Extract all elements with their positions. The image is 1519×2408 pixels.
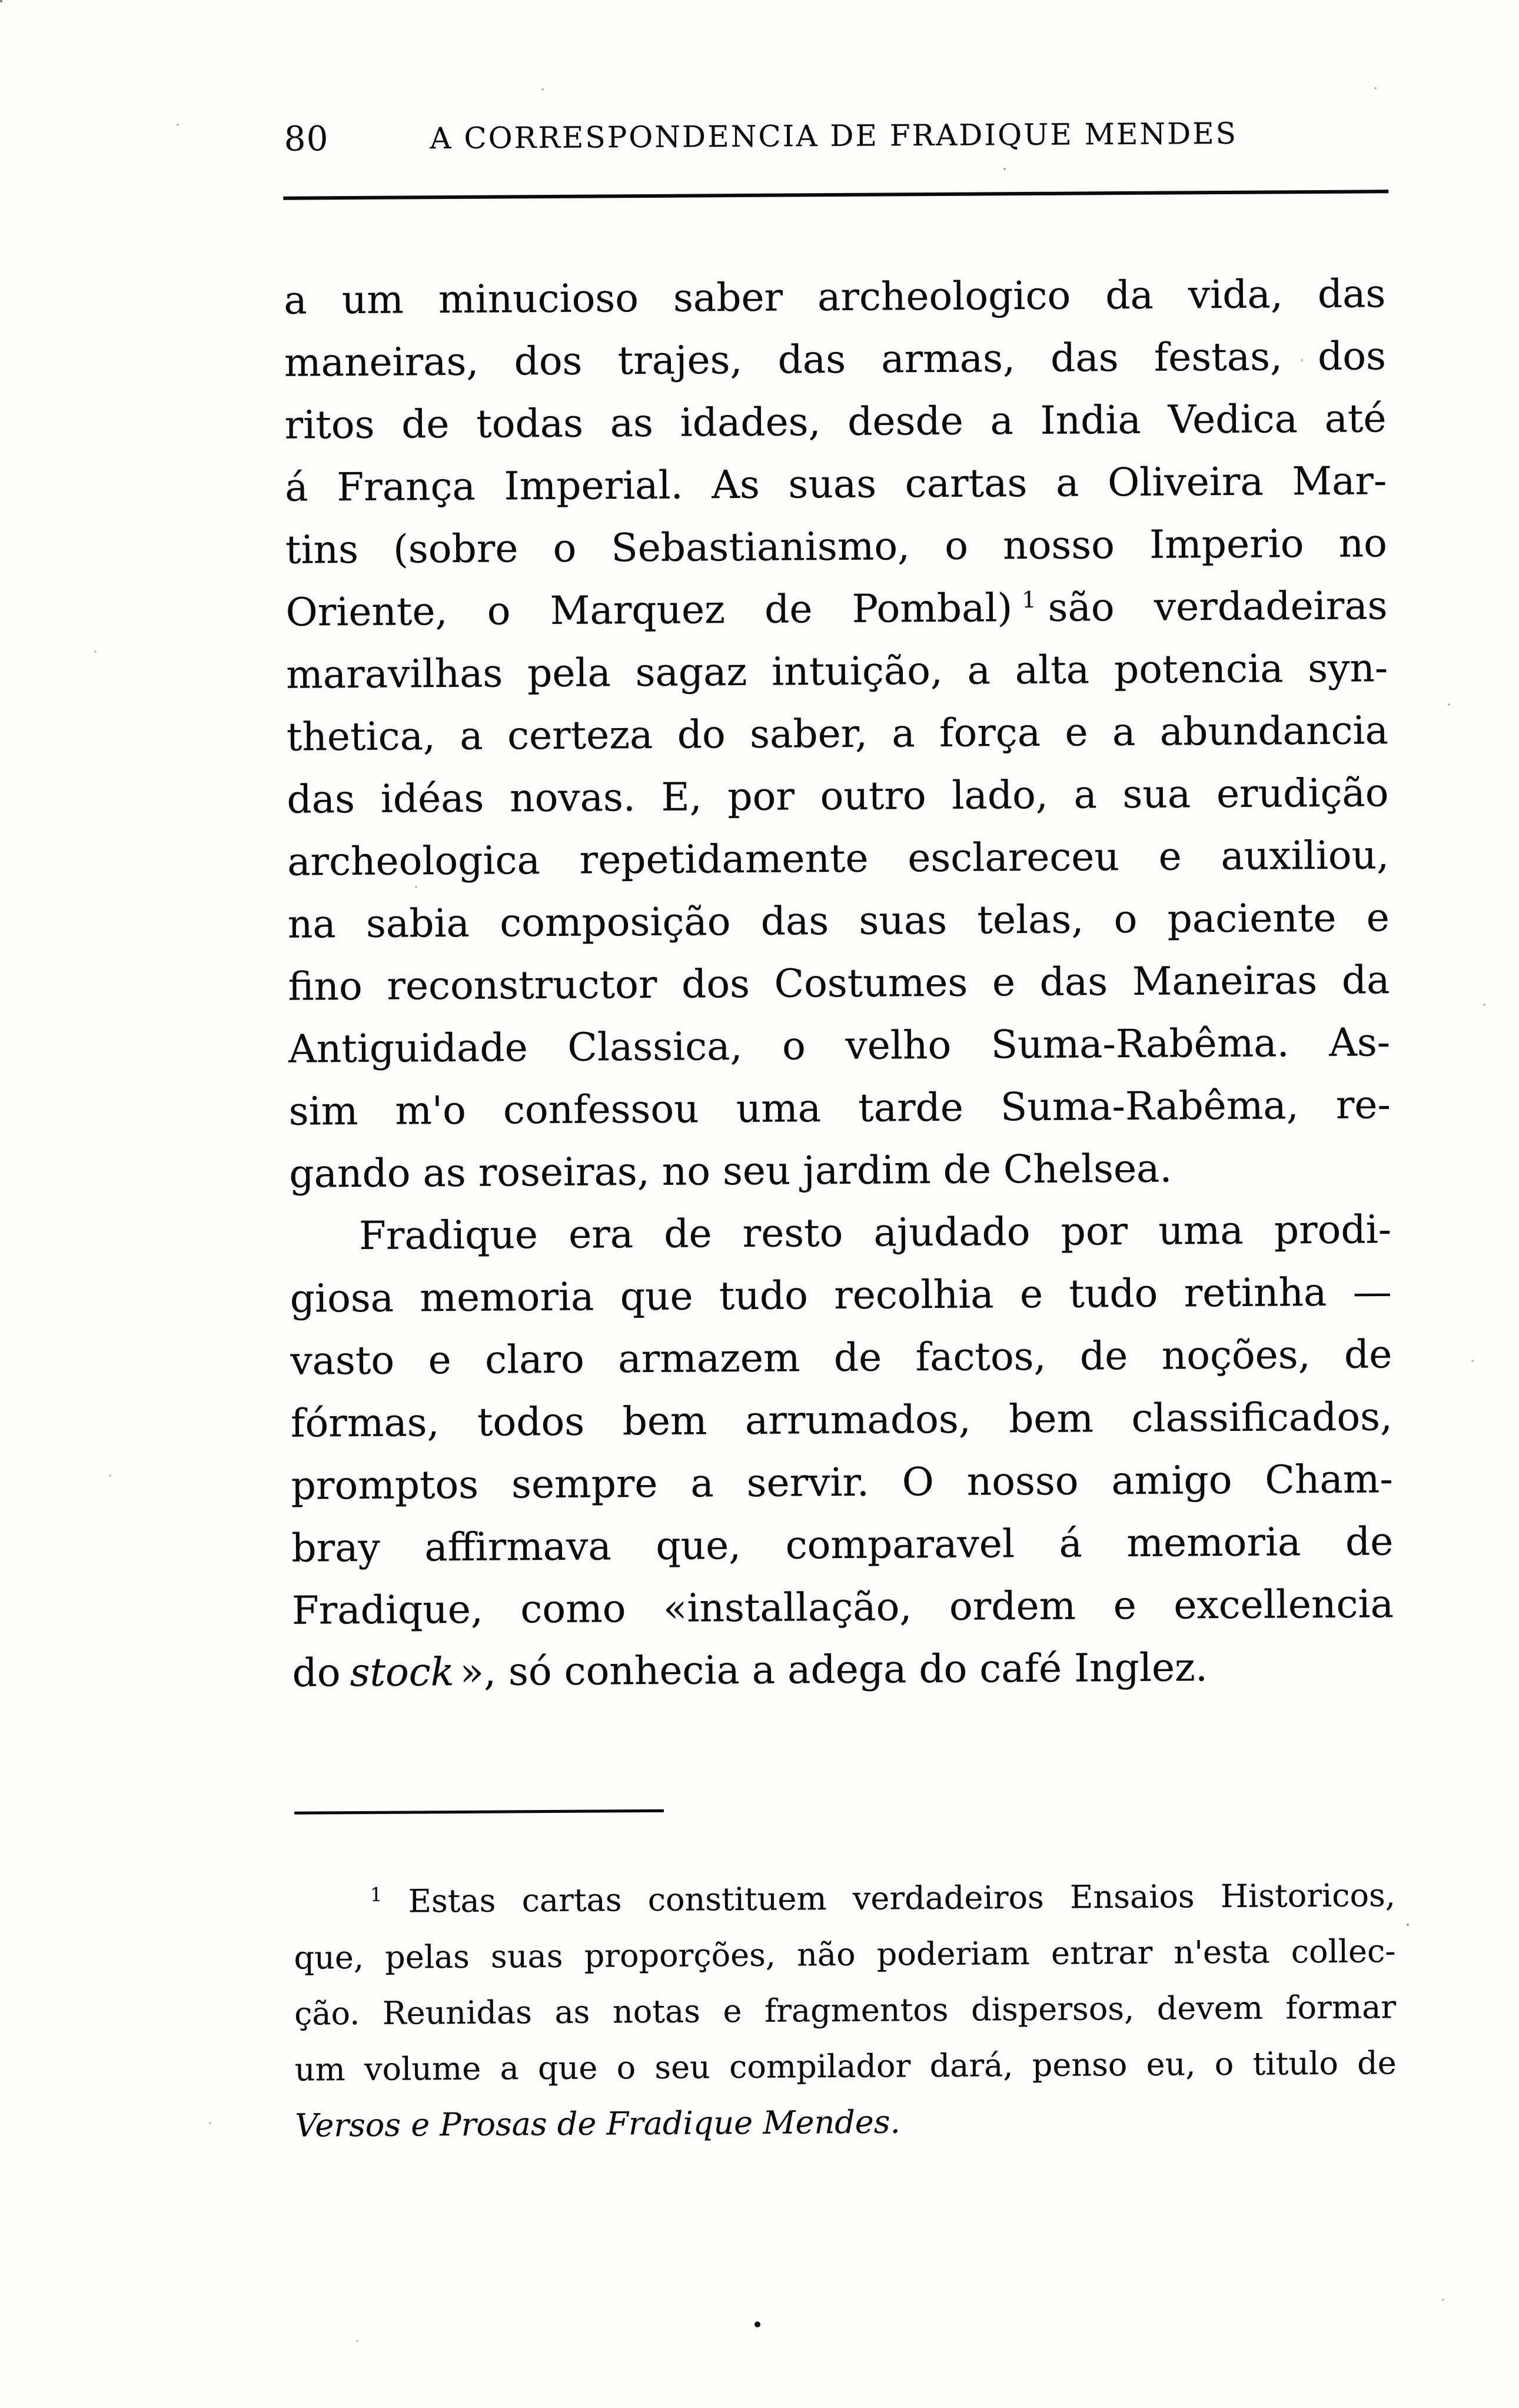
body-line: a um minucioso saber archeologico da vida, das xyxy=(284,271,1386,323)
body-line: á França Imperial. As suas cartas a Oliveira Mar- xyxy=(285,458,1387,510)
body-line: bray affirmava que, comparavel á memoria de xyxy=(291,1519,1394,1571)
body-line: Fradique, como «installação, ordem e excellencia xyxy=(291,1581,1394,1633)
footnote-marker: 1 xyxy=(370,1883,383,1906)
page-content xyxy=(282,0,1398,2408)
body-line: fórmas, todos bem arrumados, bem classificados, xyxy=(290,1394,1393,1446)
page-header xyxy=(282,107,1384,161)
body-line: gando as roseiras, no seu jardim de Chelsea. xyxy=(289,1145,1172,1197)
body-line: tins (sobre o Sebastianismo, o nosso Imperio no xyxy=(285,520,1388,573)
footnote-reference-marker: 1 xyxy=(1022,586,1036,614)
body-line: sim m'o confessou uma tarde Suma-Rabêma, re- xyxy=(288,1082,1391,1134)
body-line-segment: são verdadeiras xyxy=(1048,583,1388,630)
body-line: Fradique era de resto ajudado por uma prodi- xyxy=(358,1207,1392,1258)
body-line: archeologica repetidamente esclareceu e auxiliou, xyxy=(287,832,1390,885)
body-line: maneiras, dos trajes, das armas, das festas, dos xyxy=(284,333,1387,386)
body-text xyxy=(284,263,1394,1704)
body-line: giosa memoria que tudo recolhia e tudo retinha — xyxy=(290,1269,1392,1321)
body-line-segment: », só conhecia a adega do café Inglez. xyxy=(460,1645,1208,1695)
body-line: das idéas novas. E, por outro lado, a sua erudição xyxy=(287,770,1389,822)
body-line: thetica, a certeza do saber, a força e a abundancia xyxy=(286,708,1389,760)
body-line: vasto e claro armazem de factos, de noções, de xyxy=(290,1331,1392,1384)
footnote-line: ção. Reunidas as notas e fragmentos dispersos, devem formar xyxy=(294,1988,1397,2032)
body-line: ritos de todas as idades, desde a India Vedica até xyxy=(284,396,1387,448)
body-line: maravilhas pela sagaz intuição, a alta potencia syn- xyxy=(286,645,1388,698)
header-rule xyxy=(283,190,1388,200)
footnote-line xyxy=(294,1867,1396,1929)
paragraph-2 xyxy=(290,1198,1394,1704)
running-title: A CORRESPONDENCIA DE FRADIQUE MENDES xyxy=(430,116,1238,156)
footnote-line-segment: Estas cartas constituem verdadeiros Ensaios Historicos, xyxy=(408,1876,1396,1920)
body-line: Antiguidade Classica, o velho Suma-Rabêma. As- xyxy=(288,1019,1391,1072)
body-line-segment: Oriente, o Marquez de Pombal) xyxy=(285,585,1013,635)
footnote xyxy=(294,1867,1397,2153)
footnote-separator-rule xyxy=(294,1809,664,1815)
scan-speck xyxy=(0,0,2,2)
footnote-line: um volume a que o seu compilador dará, penso eu, o titulo de xyxy=(294,2044,1397,2088)
body-line-with-footnote-ref xyxy=(285,574,1388,643)
page-number: 80 xyxy=(284,118,329,159)
body-line: promptos sempre a servir. O nosso amigo Cham- xyxy=(291,1456,1393,1509)
footnote-line: que, pelas suas proporções, não poderiam entrar n'esta collec- xyxy=(294,1932,1396,1977)
body-line-segment: do xyxy=(292,1650,341,1696)
footnote-book-title-italic: Versos e Prosas de Fradique Mendes. xyxy=(295,2103,900,2144)
italic-word: stock xyxy=(350,1649,454,1696)
body-line-with-italic xyxy=(292,1635,1394,1704)
body-line: na sabia composição das suas telas, o paciente e xyxy=(287,895,1390,947)
body-line: fino reconstructor dos Costumes e das Maneiras da xyxy=(288,957,1390,1009)
paragraph-1 xyxy=(284,263,1391,1205)
